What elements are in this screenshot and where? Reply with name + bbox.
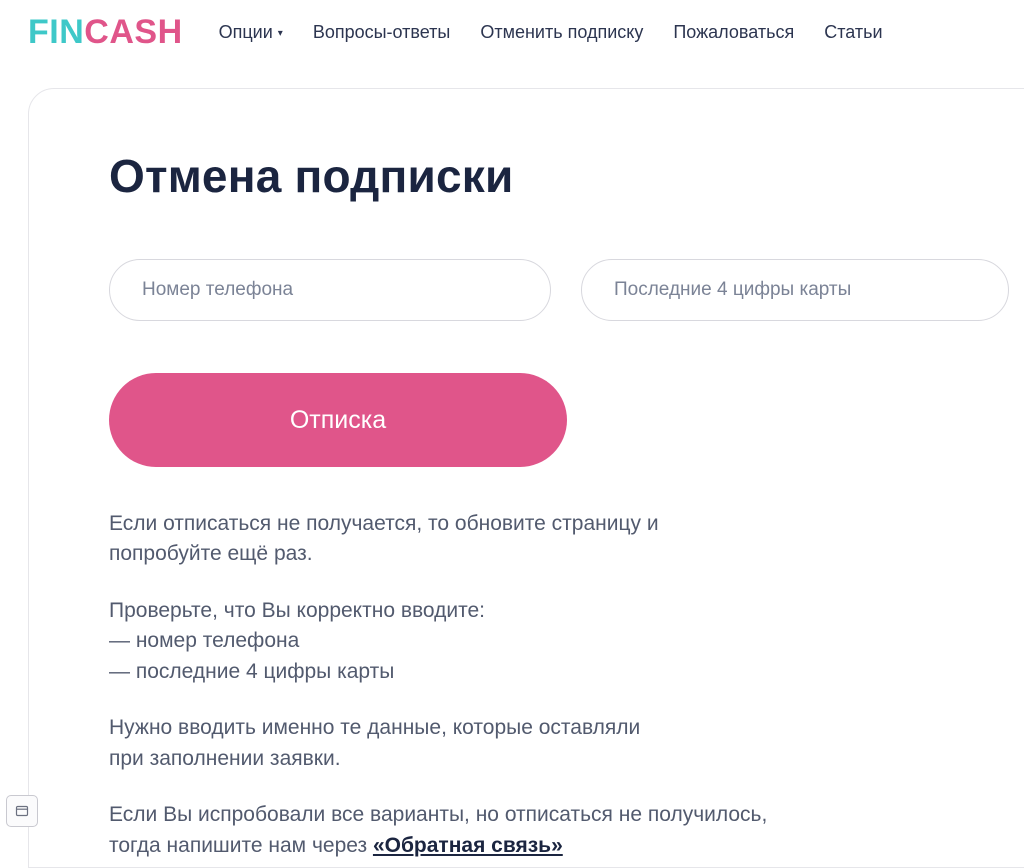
page-title: Отмена подписки	[109, 150, 514, 202]
help-line: Если отписаться не получается, то обновите страницу и	[109, 512, 659, 535]
logo[interactable]	[28, 13, 183, 52]
nav-item-articles[interactable]	[824, 22, 882, 43]
help-line: — последние 4 цифры карты	[109, 659, 395, 683]
nav-item-options-label: Опции	[218, 21, 273, 42]
help-line: попробуйте ещё раз.	[109, 542, 313, 566]
help-line: Нужно вводить именно те данные, которые оставляли	[109, 716, 641, 740]
feedback-link[interactable]: «Обратная связь»	[372, 833, 563, 857]
nav-item-cancel-subscription[interactable]	[480, 22, 643, 43]
nav-item-faq-label: Вопросы-ответы	[312, 21, 451, 42]
phone-field-wrapper[interactable]	[109, 259, 551, 321]
help-paragraph-refresh	[109, 509, 1009, 570]
nav-item-cancel-subscription-label: Отменить подписку	[480, 21, 644, 42]
unsubscribe-button[interactable]: Отписка	[109, 373, 567, 467]
help-line: — номер телефона	[109, 629, 300, 653]
form-fields-row	[109, 259, 1024, 321]
window-restore-glyph	[14, 803, 30, 819]
nav-item-articles-label: Статьи	[824, 21, 883, 42]
content-card	[28, 88, 1024, 868]
card-last4-input[interactable]	[612, 278, 978, 302]
nav-item-faq[interactable]	[313, 22, 451, 43]
phone-input[interactable]	[140, 278, 520, 302]
nav-item-complain-label: Пожаловаться	[673, 21, 795, 42]
help-paragraph-check-input	[109, 596, 1009, 687]
nav-item-options[interactable]	[219, 22, 283, 43]
site-header	[0, 0, 1024, 64]
help-line: Проверьте, что Вы корректно вводите:	[109, 598, 486, 622]
window-restore-icon[interactable]	[6, 795, 38, 827]
nav-item-complain[interactable]	[673, 22, 794, 43]
help-paragraph-contact	[109, 800, 1009, 861]
card-last4-field-wrapper[interactable]	[581, 259, 1009, 321]
main-navigation	[219, 22, 883, 43]
logo-text-fin: FIN	[28, 12, 85, 51]
help-line-with-link	[109, 831, 1009, 861]
logo-text-cash: CASH	[84, 12, 183, 51]
help-line: Если Вы испробовали все варианты, но отписаться не получилось,	[109, 803, 768, 827]
help-line-text: тогда напишите нам через	[109, 833, 373, 857]
help-paragraph-same-data	[109, 713, 1009, 774]
help-line: при заполнении заявки.	[109, 746, 341, 770]
chevron-down-icon: ▾	[277, 27, 283, 39]
